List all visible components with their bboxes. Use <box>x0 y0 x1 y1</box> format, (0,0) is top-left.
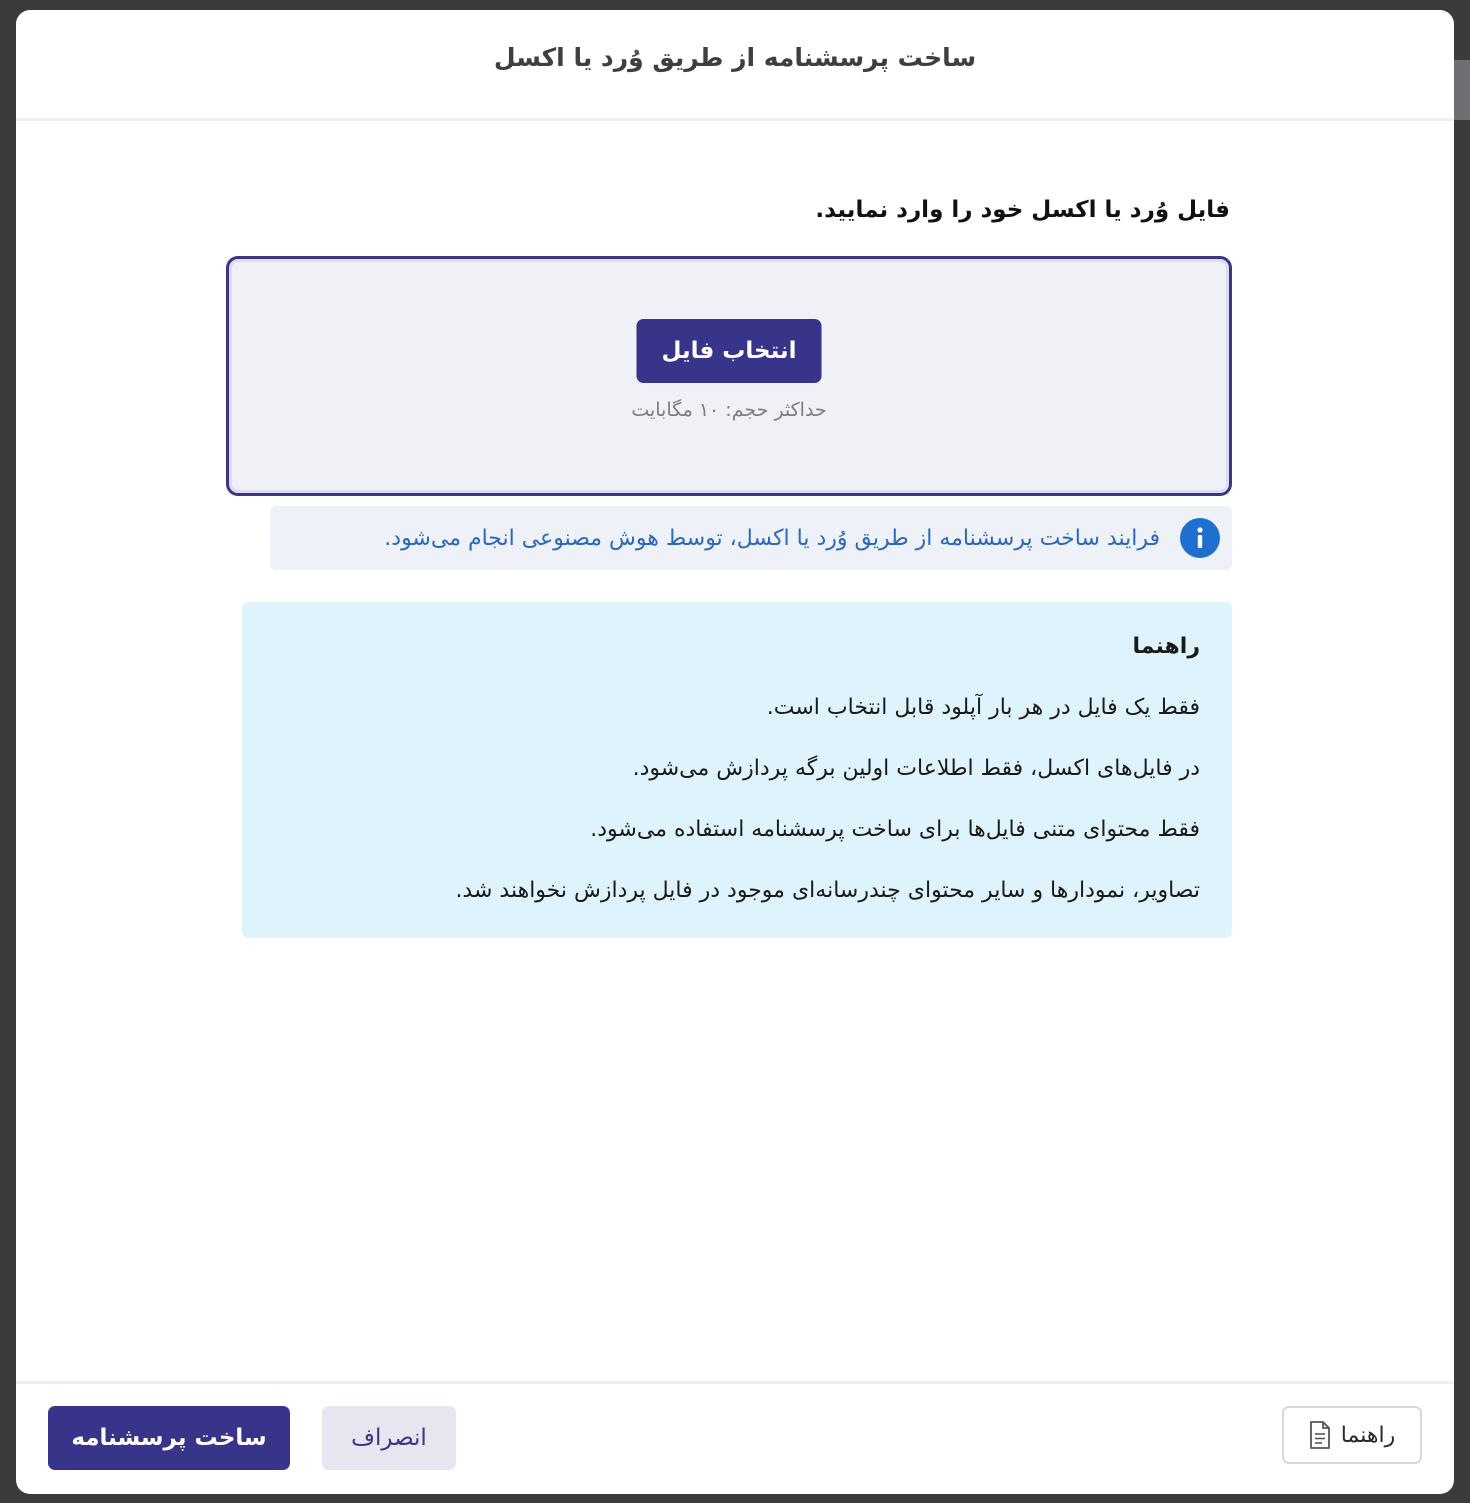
create-questionnaire-modal <box>16 10 1454 1494</box>
modal-footer <box>16 1381 1454 1494</box>
list-item: تصاویر، نمودارها و سایر محتوای چندرسانه‌ای موجود در فایل پردازش نخواهند شد. <box>455 878 1200 903</box>
modal-title: ساخت پرسشنامه از طریق وُرد یا اکسل <box>493 42 977 72</box>
info-text: فرایند ساخت پرسشنامه از طریق وُرد یا اکسل، توسط هوش مصنوعی انجام می‌شود. <box>384 525 1160 551</box>
info-icon <box>1180 518 1220 558</box>
modal-body <box>234 190 1232 903</box>
create-questionnaire-button[interactable]: ساخت پرسشنامه <box>48 1406 290 1470</box>
list-item: فقط محتوای متنی فایل‌ها برای ساخت پرسشنامه استفاده می‌شود. <box>590 817 1200 842</box>
modal-header <box>16 10 1454 121</box>
max-size-hint: حداکثر حجم: ۱۰ مگابایت <box>631 399 827 421</box>
guide-button[interactable] <box>1282 1406 1422 1464</box>
document-icon <box>1309 1421 1331 1449</box>
choose-file-button[interactable]: انتخاب فایل <box>637 319 822 383</box>
guide-list <box>274 690 1200 934</box>
upload-instruction: فایل وُرد یا اکسل خود را وارد نمایید. <box>815 197 1230 223</box>
guide-title: راهنما <box>1132 634 1200 659</box>
guide-box <box>242 602 1232 938</box>
list-item: در فایل‌های اکسل، فقط اطلاعات اولین برگه پردازش می‌شود. <box>632 756 1200 781</box>
list-item: فقط یک فایل در هر بار آپلود قابل انتخاب است. <box>766 695 1200 720</box>
file-dropzone[interactable] <box>226 256 1232 496</box>
ai-info-alert <box>270 506 1232 570</box>
cancel-button[interactable]: انصراف <box>322 1406 456 1470</box>
guide-button-label: راهنما <box>1340 1422 1396 1448</box>
